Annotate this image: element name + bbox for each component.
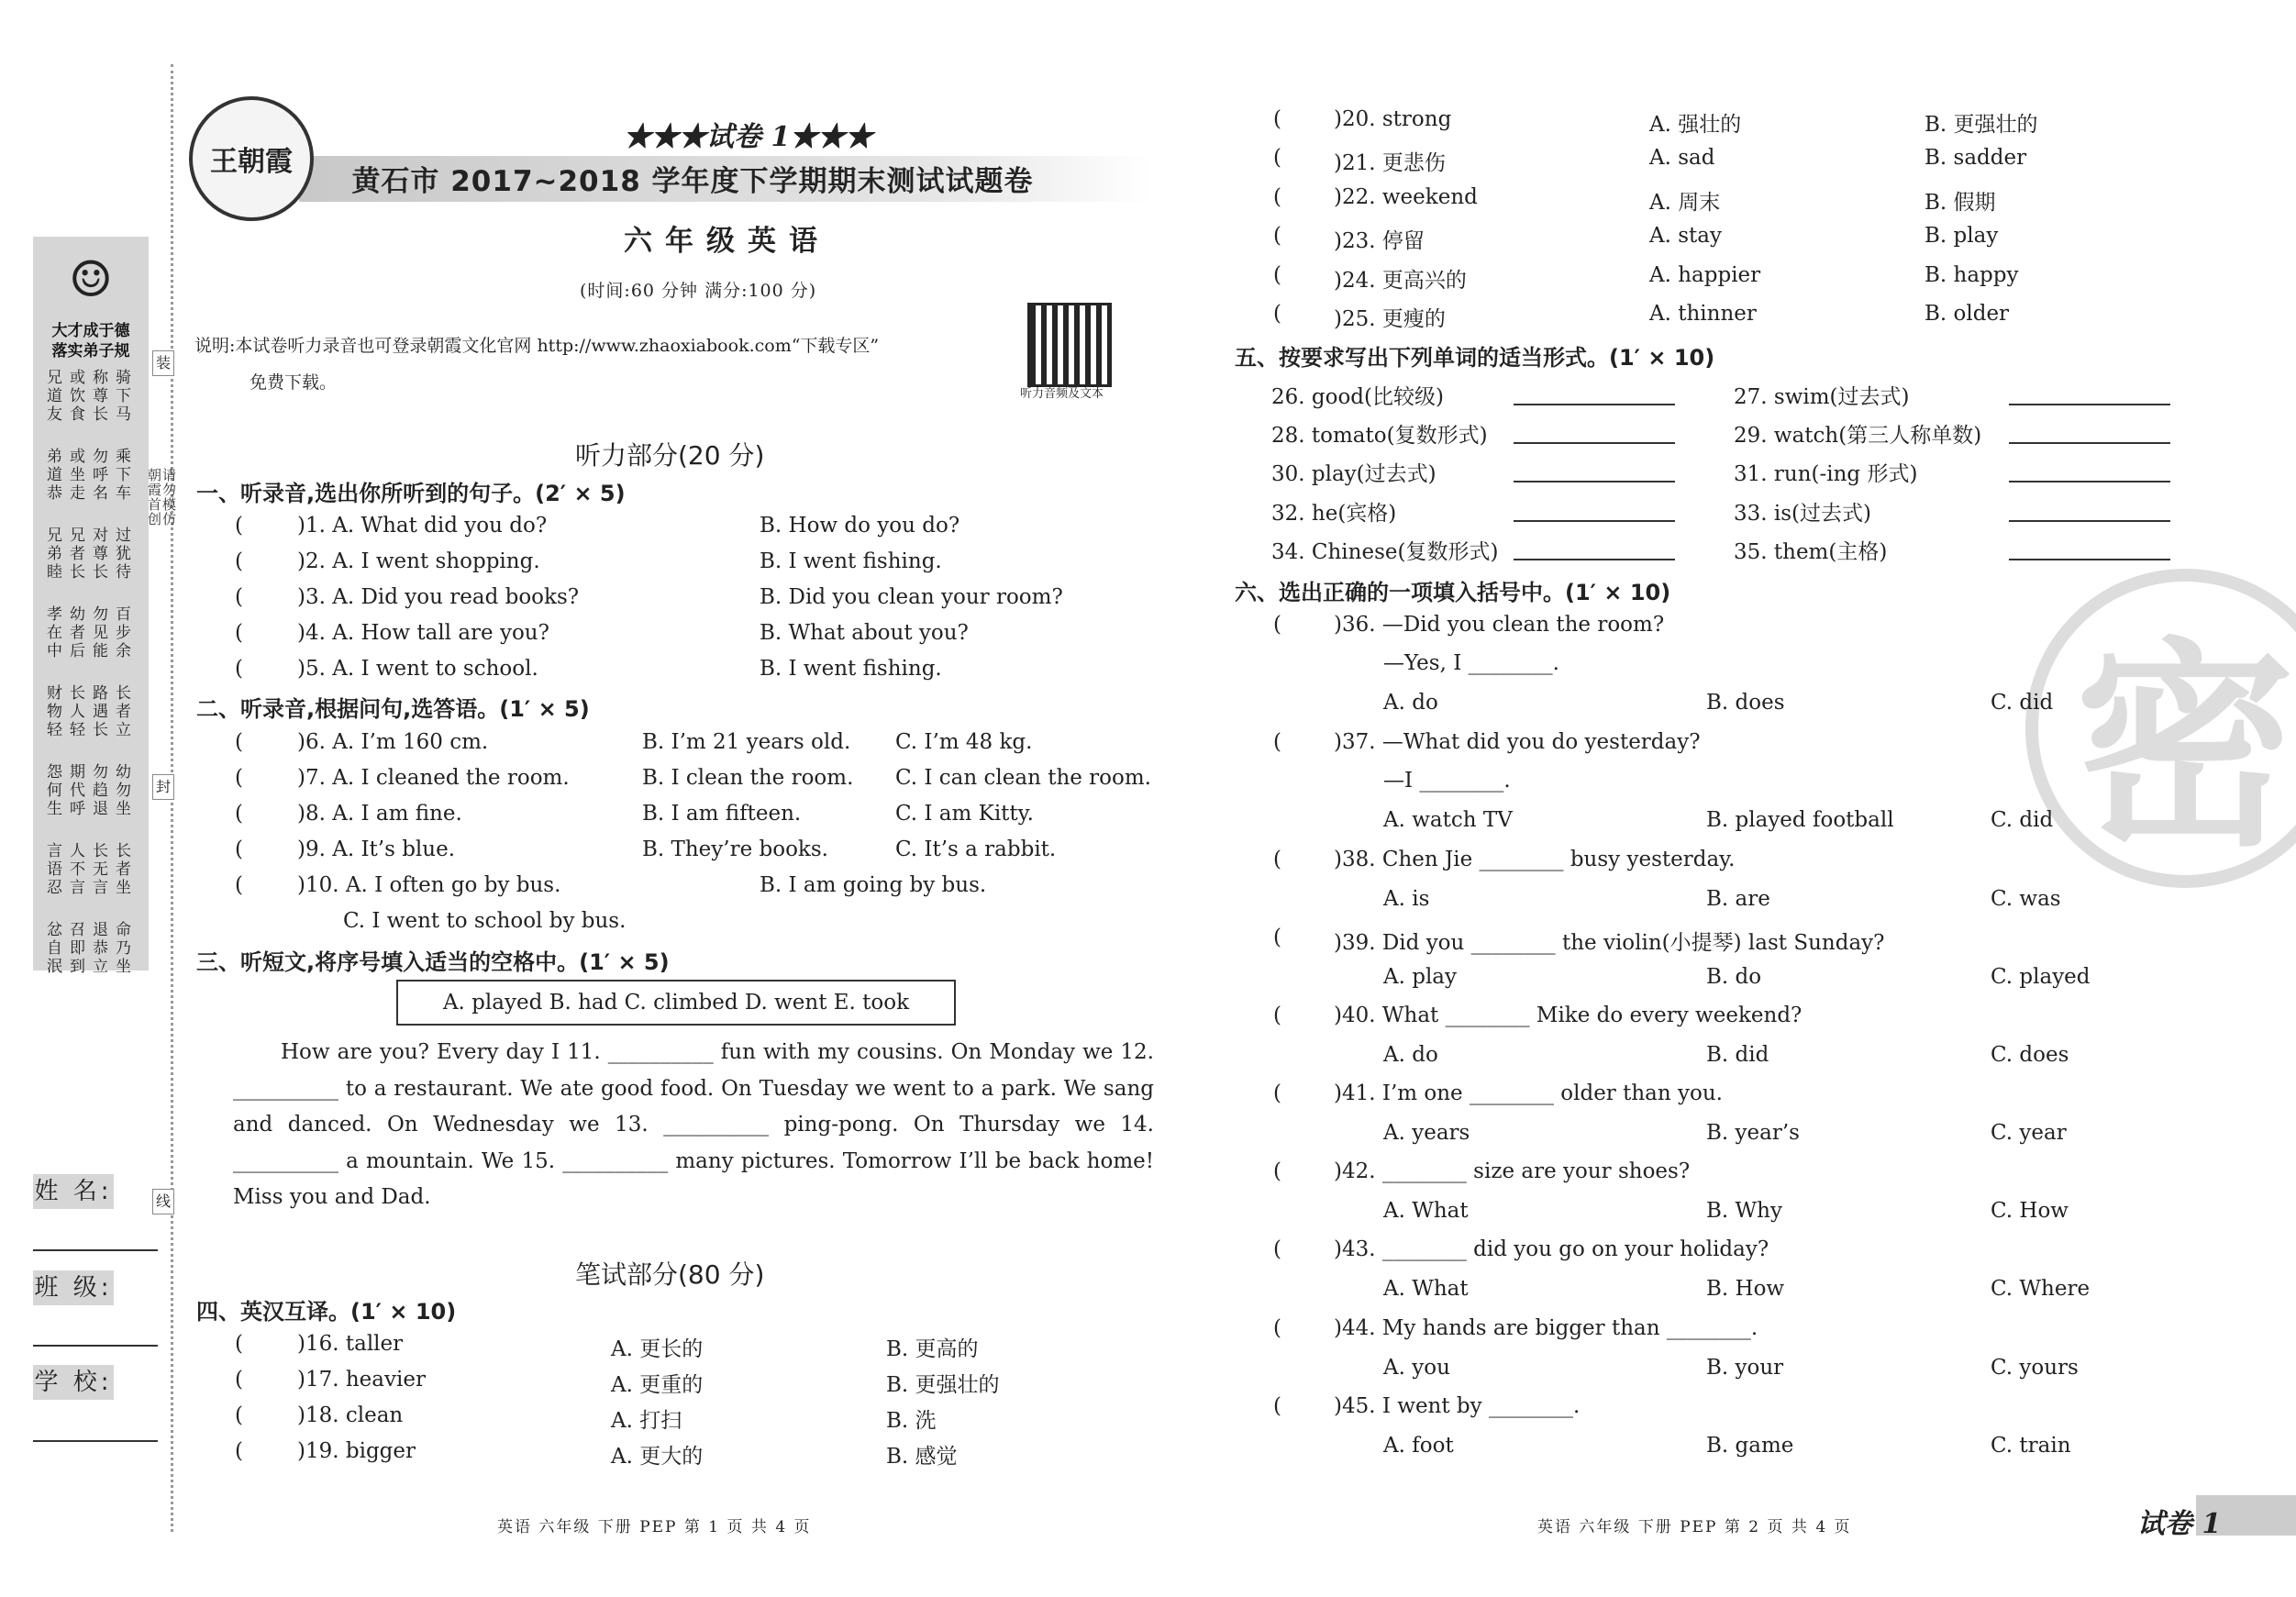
exam-title: 黄石市 2017~2018 学年度下学期期末测试试题卷 xyxy=(351,165,1034,198)
option-a: A. thinner xyxy=(1649,302,1757,326)
poem-col: 对尊长 xyxy=(89,527,107,582)
answer-blank[interactable] xyxy=(1514,481,1675,482)
option-a: )4. A. How tall are you? xyxy=(297,621,549,645)
answer-paren[interactable]: ( xyxy=(1273,730,1281,754)
margin-note-line: 请勿模仿 xyxy=(161,468,177,527)
poem-col: 命乃坐 xyxy=(112,921,130,976)
answer-blank[interactable] xyxy=(2009,520,2170,522)
answer-blank[interactable] xyxy=(1514,404,1675,405)
school-label: 学 校: xyxy=(33,1365,114,1400)
word-prompt: 26. good(比较级) xyxy=(1271,385,1444,409)
poem-col: 期代呼 xyxy=(66,763,84,818)
poem-block xyxy=(40,921,143,1000)
word-prompt: 29. watch(第三人称单数) xyxy=(1734,424,1982,448)
option-b: B. do xyxy=(1706,965,1762,989)
poem-col: 退恭立 xyxy=(89,921,107,976)
option-a: )7. A. I cleaned the room. xyxy=(297,766,570,790)
name-field[interactable] xyxy=(33,1249,158,1251)
answer-paren[interactable]: ( xyxy=(1273,1159,1281,1183)
option-b: B. They’re books. xyxy=(642,837,828,861)
option-b: B. How xyxy=(1706,1277,1785,1301)
option-c: C. did xyxy=(1991,691,2054,715)
poem-col: 幼者后 xyxy=(66,605,84,660)
poem-col: 言语忍 xyxy=(43,842,61,897)
answer-paren[interactable]: ( xyxy=(235,837,243,861)
option-a: )9. A. It’s blue. xyxy=(297,837,456,861)
answer-paren[interactable]: ( xyxy=(1273,926,1281,949)
poem-col: 兄道友 xyxy=(43,369,61,424)
option-b: B. sadder xyxy=(1924,146,2027,170)
instructions-line: 说明:本试卷听力录音也可登录朝霞文化官网 http://www.zhaoxiabook.com“下载专区” xyxy=(194,336,880,356)
poem-col: 百步余 xyxy=(112,605,130,660)
option-b: B. I’m 21 years old. xyxy=(642,730,851,754)
qr-code-icon[interactable] xyxy=(1027,303,1112,387)
question-text: )36. —Did you clean the room? xyxy=(1334,613,1665,637)
option-b: B. I went fishing. xyxy=(760,657,942,681)
word-prompt: 33. is(过去式) xyxy=(1734,502,1871,526)
word-bank-box: A. played B. had C. climbed D. went E. took xyxy=(396,980,956,1026)
answer-paren[interactable]: ( xyxy=(1273,1237,1281,1261)
option-b: B. 更高的 xyxy=(886,1337,979,1361)
option-a: A. 更大的 xyxy=(611,1445,704,1469)
option-a: )8. A. I am fine. xyxy=(297,802,462,826)
writing-part-title: 笔试部分(80 分) xyxy=(575,1259,765,1290)
question-text: )19. bigger xyxy=(297,1439,416,1463)
option-a: A. do xyxy=(1383,691,1438,715)
option-b: B. Why xyxy=(1706,1199,1782,1223)
option-a: A. 周末 xyxy=(1649,191,1721,215)
answer-paren[interactable]: ( xyxy=(1273,185,1281,209)
section-1-heading: 一、听录音,选出你所听到的句子。(2′ × 5) xyxy=(196,481,626,506)
instructions xyxy=(194,327,1002,401)
option-b: B. How do you do? xyxy=(760,514,960,538)
poem-col: 财物轻 xyxy=(43,684,61,739)
confidential-stamp xyxy=(2025,569,2296,888)
stamp-text: 密 xyxy=(2074,618,2295,876)
poem-block xyxy=(40,684,143,763)
option-a: A. What xyxy=(1383,1199,1469,1223)
answer-paren[interactable]: ( xyxy=(1273,1316,1281,1340)
sidebar-motto xyxy=(37,321,145,361)
option-c: C. was xyxy=(1991,887,2061,911)
option-c: C. played xyxy=(1991,965,2091,989)
option-a: )6. A. I’m 160 cm. xyxy=(297,730,489,754)
seal-word-feng: 封 xyxy=(152,774,174,800)
poem-col: 忿自泯 xyxy=(43,921,61,976)
answer-blank[interactable] xyxy=(1514,520,1675,522)
option-a: A. stay xyxy=(1649,224,1722,248)
question-text: )45. I went by ________. xyxy=(1334,1394,1581,1418)
option-b: B. 感觉 xyxy=(886,1445,958,1469)
option-b: B. year’s xyxy=(1706,1121,1800,1145)
answer-paren[interactable]: ( xyxy=(235,766,243,790)
subject-title: 六年级英语 xyxy=(624,225,830,258)
school-field[interactable] xyxy=(33,1440,158,1442)
option-a: )5. A. I went to school. xyxy=(297,657,538,681)
question-text: )24. 更高兴的 xyxy=(1334,269,1467,293)
option-b: B. your xyxy=(1706,1356,1784,1380)
question-text: )39. Did you ________ the violin(小提琴) last Sunday? xyxy=(1334,931,1885,955)
option-b: B. played football xyxy=(1706,808,1894,832)
poem-col: 勿见能 xyxy=(89,605,107,660)
option-b: B. I am going by bus. xyxy=(760,873,987,897)
word-prompt: 34. Chinese(复数形式) xyxy=(1271,540,1499,564)
answer-paren[interactable]: ( xyxy=(235,585,243,609)
option-b: B. older xyxy=(1924,302,2010,326)
option-c: C. How xyxy=(1991,1199,2069,1223)
option-a: )10. A. I often go by bus. xyxy=(297,873,561,897)
motto-line: 大才成于德 xyxy=(51,322,130,340)
answer-blank[interactable] xyxy=(1514,442,1675,444)
question-text: )18. clean xyxy=(297,1403,404,1427)
option-c: C. year xyxy=(1991,1121,2067,1145)
time-info: (时间:60 分钟 满分:100 分) xyxy=(580,281,817,301)
answer-paren[interactable]: ( xyxy=(235,1368,243,1392)
answer-blank[interactable] xyxy=(2009,404,2170,405)
answer-paren[interactable]: ( xyxy=(1273,1394,1281,1418)
option-b: B. 洗 xyxy=(886,1409,937,1433)
answer-paren[interactable]: ( xyxy=(1273,146,1281,170)
option-a: A. 更长的 xyxy=(611,1337,704,1361)
option-b: B. 更强壮的 xyxy=(886,1373,1000,1397)
option-a: )3. A. Did you read books? xyxy=(297,585,580,609)
option-c: C. I went to school by bus. xyxy=(343,909,627,933)
answer-paren[interactable]: ( xyxy=(1273,613,1281,637)
answer-paren[interactable]: ( xyxy=(235,657,243,681)
sidebar-mascot-icon: ☺ xyxy=(68,250,114,308)
option-b: B. I am fifteen. xyxy=(642,802,802,826)
question-text: )23. 停留 xyxy=(1334,229,1425,253)
answer-blank[interactable] xyxy=(2009,481,2170,482)
answer-paren[interactable]: ( xyxy=(1273,263,1281,287)
answer-paren[interactable]: ( xyxy=(235,1403,243,1427)
poem-col: 怨何生 xyxy=(43,763,61,818)
option-b: B. I went fishing. xyxy=(760,549,942,573)
answer-paren[interactable]: ( xyxy=(1273,302,1281,326)
word-prompt: 31. run(-ing 形式) xyxy=(1734,462,1918,486)
option-c: C. I can clean the room. xyxy=(895,766,1151,790)
answer-paren[interactable]: ( xyxy=(235,730,243,754)
instructions-line: 免费下载。 xyxy=(250,372,338,393)
answer-paren[interactable]: ( xyxy=(235,514,243,538)
option-a: A. foot xyxy=(1383,1434,1454,1458)
section-2-heading: 二、听录音,根据问句,选答语。(1′ × 5) xyxy=(196,696,590,722)
question-text-line2: —Yes, I ________. xyxy=(1383,651,1559,675)
option-a: A. What xyxy=(1383,1277,1469,1301)
motto-line: 落实弟子规 xyxy=(51,342,130,360)
page-footer-right: 英语 六年级 下册 PEP 第 2 页 共 4 页 xyxy=(1537,1518,1852,1536)
option-a: A. is xyxy=(1383,887,1430,911)
question-text: )16. taller xyxy=(297,1332,404,1356)
option-a: A. years xyxy=(1383,1121,1470,1145)
question-text: )40. What ________ Mike do every weekend? xyxy=(1334,1004,1802,1027)
word-prompt: 35. them(主格) xyxy=(1734,540,1888,564)
question-text: )17. heavier xyxy=(297,1368,426,1392)
question-text-line2: —I ________. xyxy=(1383,769,1511,793)
poem-col: 长无言 xyxy=(89,842,107,897)
poem-col: 孝在中 xyxy=(43,605,61,660)
page-footer-left: 英语 六年级 下册 PEP 第 1 页 共 4 页 xyxy=(497,1518,812,1536)
poem-col: 幼勿坐 xyxy=(112,763,130,818)
answer-blank[interactable] xyxy=(2009,559,2170,560)
poem-col: 长者立 xyxy=(112,684,130,739)
answer-paren[interactable]: ( xyxy=(1273,1081,1281,1105)
listening-part-title: 听力部分(20 分) xyxy=(575,440,765,471)
poem-block xyxy=(40,369,143,448)
answer-paren[interactable]: ( xyxy=(1273,848,1281,871)
poem-block xyxy=(40,527,143,605)
sidebar-poem xyxy=(40,369,143,1000)
option-b: B. Did you clean your room? xyxy=(760,585,1063,609)
answer-paren[interactable]: ( xyxy=(235,1439,243,1463)
option-b: B. are xyxy=(1706,887,1770,911)
poem-col: 长者坐 xyxy=(112,842,130,897)
section-3-heading: 三、听短文,将序号填入适当的空格中。(1′ × 5) xyxy=(196,949,670,975)
option-a: )2. A. I went shopping. xyxy=(297,549,540,573)
poem-col: 勿趋退 xyxy=(89,763,107,818)
poem-block xyxy=(40,605,143,684)
poem-col: 兄弟睦 xyxy=(43,527,61,582)
word-prompt: 27. swim(过去式) xyxy=(1734,385,1910,409)
answer-paren[interactable]: ( xyxy=(235,621,243,645)
question-text: )41. I’m one ________ older than you. xyxy=(1334,1081,1723,1105)
poem-col: 路遇长 xyxy=(89,684,107,739)
answer-paren[interactable]: ( xyxy=(235,802,243,826)
word-prompt: 32. he(宾格) xyxy=(1271,502,1397,526)
poem-col: 称尊长 xyxy=(89,369,107,424)
answer-paren[interactable]: ( xyxy=(1273,107,1281,131)
option-a: A. sad xyxy=(1649,146,1715,170)
option-a: A. 打扫 xyxy=(611,1409,682,1433)
answer-blank[interactable] xyxy=(1514,559,1675,560)
option-b: B. does xyxy=(1706,691,1785,715)
margin-note xyxy=(147,468,178,637)
option-a: A. watch TV xyxy=(1383,808,1513,832)
series-label: ★★★试卷 1★★★ xyxy=(624,121,873,153)
poem-block xyxy=(40,763,143,842)
poem-col: 勿呼名 xyxy=(89,448,107,503)
option-a: A. 更重的 xyxy=(611,1373,704,1397)
option-a: A. 强壮的 xyxy=(1649,113,1742,137)
option-c: C. train xyxy=(1991,1434,2071,1458)
option-b: B. 假期 xyxy=(1924,191,1996,215)
poem-col: 或坐走 xyxy=(66,448,84,503)
option-a: A. you xyxy=(1383,1356,1450,1380)
option-a: A. do xyxy=(1383,1043,1438,1067)
option-b: B. play xyxy=(1924,224,1999,248)
option-c: C. Where xyxy=(1991,1277,2091,1301)
option-b: B. 更强壮的 xyxy=(1924,113,2038,137)
answer-paren[interactable]: ( xyxy=(1273,224,1281,248)
poem-col: 弟道恭 xyxy=(43,448,61,503)
question-text: )20. strong xyxy=(1334,107,1452,131)
question-text: )43. ________ did you go on your holiday? xyxy=(1334,1237,1769,1261)
option-a: A. happier xyxy=(1649,263,1761,287)
logo-text: 王朝霞 xyxy=(210,146,293,178)
qr-caption: 听力音频及文本 xyxy=(1020,387,1104,401)
option-b: B. What about you? xyxy=(760,621,969,645)
answer-paren[interactable]: ( xyxy=(235,549,243,573)
name-label: 姓 名: xyxy=(33,1174,114,1209)
poem-block xyxy=(40,448,143,527)
option-c: C. did xyxy=(1991,808,2054,832)
question-text: )22. weekend xyxy=(1334,185,1478,209)
question-text: )37. —What did you do yesterday? xyxy=(1334,730,1701,754)
question-text: )38. Chen Jie ________ busy yesterday. xyxy=(1334,848,1736,871)
cloze-passage: How are you? Every day I 11. __________ fun with my cousins. On Monday we 12. __________ to a restaurant. We ate good food. On Tuesday we went to a park. We sang and danced. On Wednesday we 13. __________ ping-pong. On Thursday we 14. __________ a mountain. We 15. __________ many pictures. Tomorrow I’ll be back home! Miss you and Dad. xyxy=(233,1040,1154,1209)
answer-paren[interactable]: ( xyxy=(1273,1004,1281,1027)
poem-block xyxy=(40,842,143,921)
option-b: B. happy xyxy=(1924,263,2019,287)
section-5-heading: 五、按要求写出下列单词的适当形式。(1′ × 10) xyxy=(1235,345,1715,371)
option-a: A. play xyxy=(1383,965,1458,989)
answer-paren[interactable]: ( xyxy=(235,873,243,897)
answer-paren[interactable]: ( xyxy=(235,1332,243,1356)
poem-col: 过犹待 xyxy=(112,527,130,582)
word-prompt: 28. tomato(复数形式) xyxy=(1271,424,1488,448)
seal-word-zhuang: 装 xyxy=(152,350,174,376)
option-c: C. I am Kitty. xyxy=(895,802,1034,826)
option-b: B. game xyxy=(1706,1434,1794,1458)
poem-col: 长人轻 xyxy=(66,684,84,739)
poem-col: 兄者长 xyxy=(66,527,84,582)
series-mark: 试卷 1 xyxy=(2137,1508,2222,1540)
poem-col: 人不言 xyxy=(66,842,84,897)
question-text: )44. My hands are bigger than ________. xyxy=(1334,1316,1758,1340)
question-text: )42. ________ size are your shoes? xyxy=(1334,1159,1691,1183)
seal-word-xian: 线 xyxy=(152,1189,174,1214)
margin-note-line: 朝霞首创 xyxy=(146,468,162,527)
poem-col: 乘下车 xyxy=(112,448,130,503)
poem-col: 或饮食 xyxy=(66,369,84,424)
question-text: )25. 更瘦的 xyxy=(1334,307,1446,331)
poem-col: 召即到 xyxy=(66,921,84,976)
option-c: C. I’m 48 kg. xyxy=(895,730,1033,754)
option-b: B. I clean the room. xyxy=(642,766,854,790)
option-b: B. did xyxy=(1706,1043,1769,1067)
word-prompt: 30. play(过去式) xyxy=(1271,462,1436,486)
answer-blank[interactable] xyxy=(2009,442,2170,444)
question-text: )21. 更悲伤 xyxy=(1334,151,1446,175)
publisher-logo xyxy=(189,96,314,221)
option-c: C. It’s a rabbit. xyxy=(895,837,1057,861)
option-a: )1. A. What did you do? xyxy=(297,514,548,538)
class-label: 班 级: xyxy=(33,1270,114,1305)
option-c: C. does xyxy=(1991,1043,2069,1067)
class-field[interactable] xyxy=(33,1345,158,1347)
poem-col: 骑下马 xyxy=(112,369,130,424)
section-6-heading: 六、选出正确的一项填入括号中。(1′ × 10) xyxy=(1235,580,1671,605)
section-4-heading: 四、英汉互译。(1′ × 10) xyxy=(196,1299,457,1325)
option-c: C. yours xyxy=(1991,1356,2079,1380)
